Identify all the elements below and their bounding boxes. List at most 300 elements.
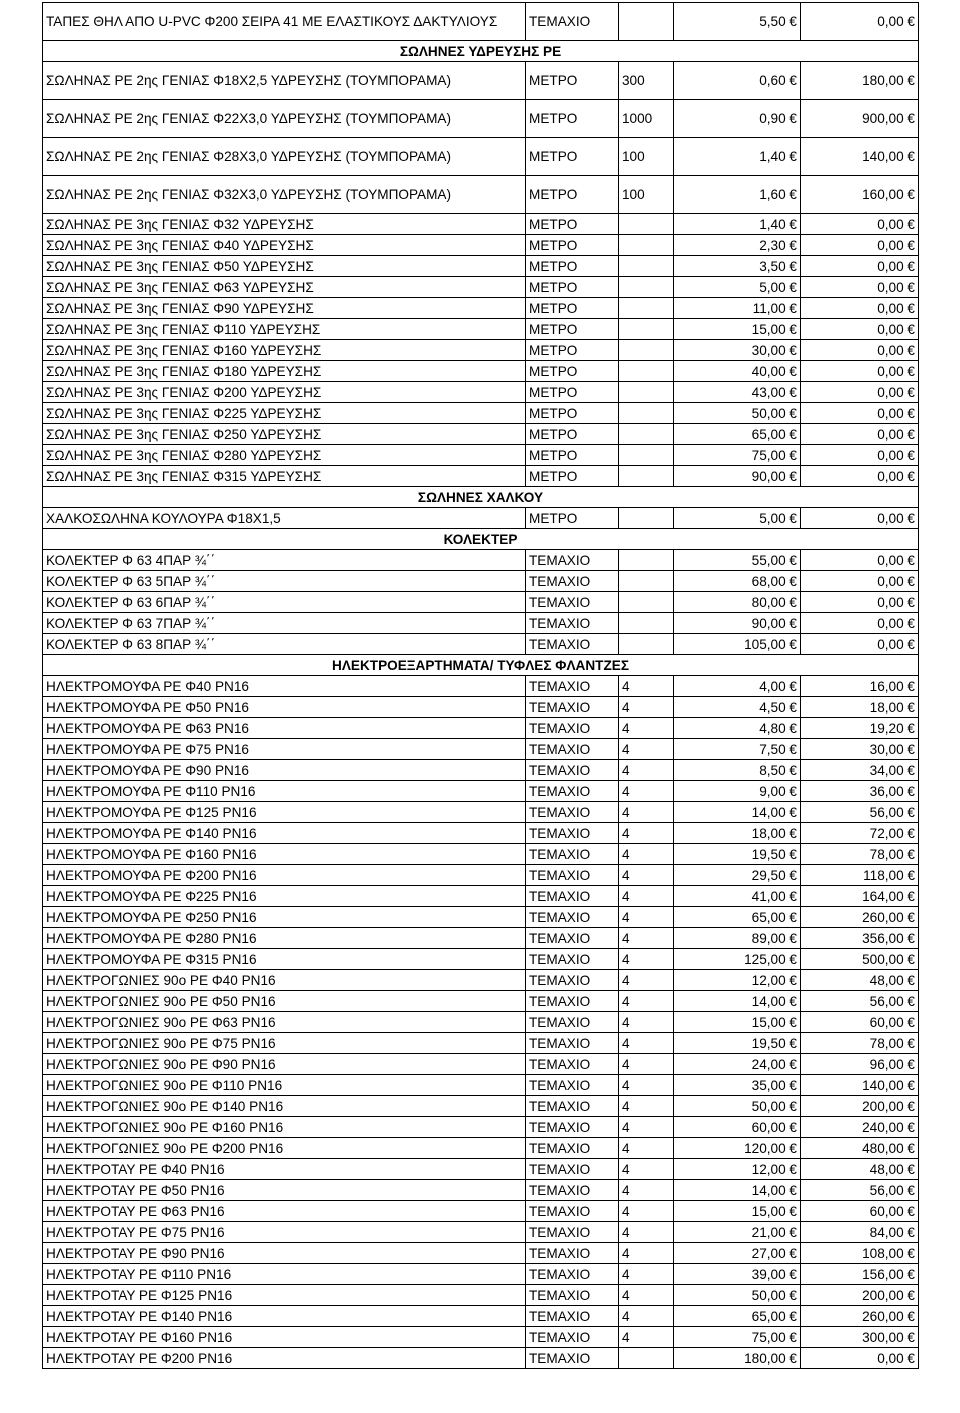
item-quantity — [619, 508, 674, 529]
item-unit-price: 19,50 € — [674, 844, 801, 865]
item-description: ΗΛΕΚΤΡΟΜΟΥΦΑ PE Φ40 PN16 — [43, 676, 526, 697]
item-quantity: 4 — [619, 1096, 674, 1117]
item-unit-price: 15,00 € — [674, 1201, 801, 1222]
table-row — [43, 1138, 919, 1159]
table-row — [43, 1201, 919, 1222]
item-quantity: 4 — [619, 1201, 674, 1222]
table-row — [43, 1264, 919, 1285]
item-total: 140,00 € — [801, 1075, 919, 1096]
section-header-row — [43, 487, 919, 508]
item-description: ΗΛΕΚΤΡΟΤΑΥ PE Φ50 PN16 — [43, 1180, 526, 1201]
item-unit-price: 14,00 € — [674, 1180, 801, 1201]
item-unit-price: 11,00 € — [674, 298, 801, 319]
item-description: ΗΛΕΚΤΡΟΓΩΝΙΕΣ 90ο PE Φ160 PN16 — [43, 1117, 526, 1138]
item-total: 96,00 € — [801, 1054, 919, 1075]
item-unit-price: 15,00 € — [674, 1012, 801, 1033]
table-row — [43, 508, 919, 529]
item-description: ΗΛΕΚΤΡΟΓΩΝΙΕΣ 90ο PE Φ140 PN16 — [43, 1096, 526, 1117]
table-row — [43, 571, 919, 592]
item-description: ΣΩΛΗΝΑΣ PE 3ης ΓΕΝΙΑΣ Φ315 ΥΔΡΕΥΣΗΣ — [43, 466, 526, 487]
item-unit: ΤΕΜΑΧΙΟ — [526, 676, 619, 697]
item-quantity: 4 — [619, 739, 674, 760]
item-unit: ΜΕΤΡΟ — [526, 445, 619, 466]
item-unit-price: 55,00 € — [674, 550, 801, 571]
item-unit: ΤΕΜΑΧΙΟ — [526, 697, 619, 718]
item-description: ΣΩΛΗΝΑΣ PE 3ης ΓΕΝΙΑΣ Φ225 ΥΔΡΕΥΣΗΣ — [43, 403, 526, 424]
table-row — [43, 634, 919, 655]
item-unit-price: 27,00 € — [674, 1243, 801, 1264]
table-row — [43, 1243, 919, 1264]
item-quantity: 4 — [619, 1222, 674, 1243]
table-row — [43, 466, 919, 487]
item-description: ΗΛΕΚΤΡΟΤΑΥ PE Φ160 PN16 — [43, 1327, 526, 1348]
item-total: 16,00 € — [801, 676, 919, 697]
item-quantity: 4 — [619, 928, 674, 949]
item-total: 48,00 € — [801, 970, 919, 991]
item-unit-price: 50,00 € — [674, 403, 801, 424]
item-quantity: 300 — [619, 62, 674, 100]
item-unit-price: 2,30 € — [674, 235, 801, 256]
item-unit-price: 50,00 € — [674, 1096, 801, 1117]
item-unit-price: 75,00 € — [674, 1327, 801, 1348]
item-description: ΣΩΛΗΝΑΣ PE 3ης ΓΕΝΙΑΣ Φ280 ΥΔΡΕΥΣΗΣ — [43, 445, 526, 466]
item-total: 72,00 € — [801, 823, 919, 844]
item-unit-price: 4,50 € — [674, 697, 801, 718]
item-description: ΗΛΕΚΤΡΟΜΟΥΦΑ PE Φ50 PN16 — [43, 697, 526, 718]
item-unit: ΤΕΜΑΧΙΟ — [526, 1180, 619, 1201]
item-unit-price: 50,00 € — [674, 1285, 801, 1306]
item-description: ΣΩΛΗΝΑΣ PE 3ης ΓΕΝΙΑΣ Φ110 ΥΔΡΕΥΣΗΣ — [43, 319, 526, 340]
table-row — [43, 382, 919, 403]
table-row — [43, 424, 919, 445]
table-row — [43, 550, 919, 571]
item-description: ΣΩΛΗΝΑΣ PE 3ης ΓΕΝΙΑΣ Φ90 ΥΔΡΕΥΣΗΣ — [43, 298, 526, 319]
table-row — [43, 823, 919, 844]
item-total: 500,00 € — [801, 949, 919, 970]
item-description: ΣΩΛΗΝΑΣ PE 2ης ΓΕΝΙΑΣ Φ32Χ3,0 ΥΔΡΕΥΣΗΣ (ΤΟΥΜΠΟΡΑΜΑ) — [43, 176, 526, 214]
item-total: 0,00 € — [801, 550, 919, 571]
item-unit: ΤΕΜΑΧΙΟ — [526, 781, 619, 802]
table-row — [43, 138, 919, 176]
item-unit: ΜΕΤΡΟ — [526, 176, 619, 214]
item-total: 78,00 € — [801, 844, 919, 865]
item-unit-price: 5,00 € — [674, 277, 801, 298]
item-total: 108,00 € — [801, 1243, 919, 1264]
item-quantity: 4 — [619, 1327, 674, 1348]
item-unit: ΤΕΜΑΧΙΟ — [526, 1306, 619, 1327]
item-total: 480,00 € — [801, 1138, 919, 1159]
item-total: 156,00 € — [801, 1264, 919, 1285]
table-row — [43, 3, 919, 41]
item-quantity — [619, 550, 674, 571]
item-total: 260,00 € — [801, 1306, 919, 1327]
section-title: ΣΩΛΗΝΕΣ ΥΔΡΕΥΣΗΣ PE — [43, 41, 919, 62]
item-unit: ΤΕΜΑΧΙΟ — [526, 634, 619, 655]
item-total: 34,00 € — [801, 760, 919, 781]
item-quantity: 4 — [619, 1285, 674, 1306]
item-unit: ΤΕΜΑΧΙΟ — [526, 1264, 619, 1285]
item-unit-price: 75,00 € — [674, 445, 801, 466]
section-header-row — [43, 529, 919, 550]
item-total: 0,00 € — [801, 508, 919, 529]
item-unit: ΤΕΜΑΧΙΟ — [526, 1327, 619, 1348]
item-unit-price: 1,60 € — [674, 176, 801, 214]
item-description: ΧΑΛΚΟΣΩΛΗΝΑ ΚΟΥΛΟΥΡΑ Φ18Χ1,5 — [43, 508, 526, 529]
item-unit-price: 89,00 € — [674, 928, 801, 949]
table-row — [43, 739, 919, 760]
item-quantity: 4 — [619, 991, 674, 1012]
table-row — [43, 445, 919, 466]
item-unit: ΤΕΜΑΧΙΟ — [526, 592, 619, 613]
item-description: ΣΩΛΗΝΑΣ PE 2ης ΓΕΝΙΑΣ Φ28Χ3,0 ΥΔΡΕΥΣΗΣ (ΤΟΥΜΠΟΡΑΜΑ) — [43, 138, 526, 176]
table-row — [43, 1306, 919, 1327]
item-description: ΗΛΕΚΤΡΟΜΟΥΦΑ PE Φ90 PN16 — [43, 760, 526, 781]
item-quantity: 4 — [619, 949, 674, 970]
item-unit: ΤΕΜΑΧΙΟ — [526, 823, 619, 844]
item-quantity — [619, 256, 674, 277]
table-row — [43, 676, 919, 697]
item-unit-price: 65,00 € — [674, 424, 801, 445]
item-quantity — [619, 214, 674, 235]
item-total: 0,00 € — [801, 361, 919, 382]
item-description: ΗΛΕΚΤΡΟΤΑΥ PE Φ63 PN16 — [43, 1201, 526, 1222]
item-quantity — [619, 424, 674, 445]
item-unit: ΜΕΤΡΟ — [526, 361, 619, 382]
item-unit-price: 65,00 € — [674, 1306, 801, 1327]
section-title: ΚΟΛΕΚΤΕΡ — [43, 529, 919, 550]
item-unit: ΤΕΜΑΧΙΟ — [526, 1075, 619, 1096]
item-quantity: 4 — [619, 1054, 674, 1075]
item-description: ΚΟΛΕΚΤΕΡ Φ 63 7ΠΑΡ ¾΄΄ — [43, 613, 526, 634]
item-total: 900,00 € — [801, 100, 919, 138]
item-quantity: 100 — [619, 176, 674, 214]
item-quantity: 4 — [619, 1264, 674, 1285]
item-quantity: 4 — [619, 844, 674, 865]
item-unit: ΤΕΜΑΧΙΟ — [526, 1159, 619, 1180]
item-quantity — [619, 361, 674, 382]
item-total: 56,00 € — [801, 991, 919, 1012]
item-unit-price: 18,00 € — [674, 823, 801, 844]
item-quantity — [619, 403, 674, 424]
item-unit: ΤΕΜΑΧΙΟ — [526, 949, 619, 970]
item-unit-price: 65,00 € — [674, 907, 801, 928]
item-unit: ΜΕΤΡΟ — [526, 277, 619, 298]
item-total: 0,00 € — [801, 403, 919, 424]
item-unit: ΤΕΜΑΧΙΟ — [526, 1243, 619, 1264]
table-row — [43, 802, 919, 823]
item-unit: ΤΕΜΑΧΙΟ — [526, 991, 619, 1012]
table-row — [43, 176, 919, 214]
table-row — [43, 949, 919, 970]
item-description: ΗΛΕΚΤΡΟΓΩΝΙΕΣ 90ο PE Φ50 PN16 — [43, 991, 526, 1012]
item-description: ΗΛΕΚΤΡΟΤΑΥ PE Φ125 PN16 — [43, 1285, 526, 1306]
item-unit-price: 12,00 € — [674, 970, 801, 991]
item-unit-price: 29,50 € — [674, 865, 801, 886]
item-description: ΣΩΛΗΝΑΣ PE 2ης ΓΕΝΙΑΣ Φ18Χ2,5 ΥΔΡΕΥΣΗΣ (ΤΟΥΜΠΟΡΑΜΑ) — [43, 62, 526, 100]
item-description: ΗΛΕΚΤΡΟΓΩΝΙΕΣ 90ο PE Φ90 PN16 — [43, 1054, 526, 1075]
item-quantity — [619, 382, 674, 403]
item-unit: ΤΕΜΑΧΙΟ — [526, 571, 619, 592]
table-row — [43, 235, 919, 256]
item-unit: ΤΕΜΑΧΙΟ — [526, 1285, 619, 1306]
item-total: 160,00 € — [801, 176, 919, 214]
item-unit-price: 35,00 € — [674, 1075, 801, 1096]
item-description: ΗΛΕΚΤΡΟΜΟΥΦΑ PE Φ200 PN16 — [43, 865, 526, 886]
table-row — [43, 718, 919, 739]
table-row — [43, 277, 919, 298]
item-description: ΣΩΛΗΝΑΣ PE 2ης ΓΕΝΙΑΣ Φ22Χ3,0 ΥΔΡΕΥΣΗΣ (ΤΟΥΜΠΟΡΑΜΑ) — [43, 100, 526, 138]
table-row — [43, 214, 919, 235]
item-unit: ΜΕΤΡΟ — [526, 100, 619, 138]
table-row — [43, 1180, 919, 1201]
item-description: ΚΟΛΕΚΤΕΡ Φ 63 4ΠΑΡ ¾΄΄ — [43, 550, 526, 571]
item-description: ΗΛΕΚΤΡΟΓΩΝΙΕΣ 90ο PE Φ63 PN16 — [43, 1012, 526, 1033]
item-quantity: 4 — [619, 865, 674, 886]
table-row — [43, 1096, 919, 1117]
item-unit-price: 105,00 € — [674, 634, 801, 655]
item-unit-price: 41,00 € — [674, 886, 801, 907]
item-description: ΗΛΕΚΤΡΟΤΑΥ PE Φ140 PN16 — [43, 1306, 526, 1327]
table-row — [43, 1285, 919, 1306]
item-total: 240,00 € — [801, 1117, 919, 1138]
table-row — [43, 970, 919, 991]
item-total: 0,00 € — [801, 571, 919, 592]
item-description: ΗΛΕΚΤΡΟΜΟΥΦΑ PE Φ75 PN16 — [43, 739, 526, 760]
item-total: 300,00 € — [801, 1327, 919, 1348]
item-unit: ΜΕΤΡΟ — [526, 235, 619, 256]
item-quantity: 4 — [619, 718, 674, 739]
table-row — [43, 613, 919, 634]
item-quantity: 1000 — [619, 100, 674, 138]
item-total: 0,00 € — [801, 3, 919, 41]
item-unit: ΜΕΤΡΟ — [526, 340, 619, 361]
item-quantity: 4 — [619, 697, 674, 718]
table-row — [43, 865, 919, 886]
item-description: ΗΛΕΚΤΡΟΓΩΝΙΕΣ 90ο PE Φ110 PN16 — [43, 1075, 526, 1096]
item-unit-price: 21,00 € — [674, 1222, 801, 1243]
item-unit: ΜΕΤΡΟ — [526, 382, 619, 403]
item-description: ΗΛΕΚΤΡΟΤΑΥ PE Φ90 PN16 — [43, 1243, 526, 1264]
item-description: ΗΛΕΚΤΡΟΤΑΥ PE Φ75 PN16 — [43, 1222, 526, 1243]
item-total: 0,00 € — [801, 277, 919, 298]
item-total: 60,00 € — [801, 1012, 919, 1033]
item-total: 118,00 € — [801, 865, 919, 886]
item-unit: ΤΕΜΑΧΙΟ — [526, 907, 619, 928]
item-unit-price: 43,00 € — [674, 382, 801, 403]
item-total: 260,00 € — [801, 907, 919, 928]
table-row — [43, 298, 919, 319]
item-total: 200,00 € — [801, 1096, 919, 1117]
item-quantity: 4 — [619, 1033, 674, 1054]
item-unit-price: 24,00 € — [674, 1054, 801, 1075]
item-unit-price: 0,90 € — [674, 100, 801, 138]
item-unit: ΜΕΤΡΟ — [526, 62, 619, 100]
item-quantity: 4 — [619, 970, 674, 991]
table-row — [43, 1327, 919, 1348]
item-description: ΚΟΛΕΚΤΕΡ Φ 63 8ΠΑΡ ¾΄΄ — [43, 634, 526, 655]
item-unit: ΜΕΤΡΟ — [526, 466, 619, 487]
item-unit: ΤΕΜΑΧΙΟ — [526, 739, 619, 760]
item-total: 0,00 € — [801, 613, 919, 634]
item-unit: ΤΕΜΑΧΙΟ — [526, 1054, 619, 1075]
table-row — [43, 991, 919, 1012]
item-unit: ΜΕΤΡΟ — [526, 403, 619, 424]
item-description: ΤΑΠΕΣ ΘΗΛ ΑΠΟ U-PVC Φ200 ΣΕΙΡΑ 41 ΜΕ ΕΛΑΣΤΙΚΟΥΣ ΔΑΚΤΥΛΙΟΥΣ — [43, 3, 526, 41]
item-unit-price: 40,00 € — [674, 361, 801, 382]
item-unit-price: 80,00 € — [674, 592, 801, 613]
item-quantity: 4 — [619, 823, 674, 844]
item-quantity — [619, 235, 674, 256]
section-header-row — [43, 655, 919, 676]
table-row — [43, 592, 919, 613]
item-unit-price: 39,00 € — [674, 1264, 801, 1285]
item-description: ΗΛΕΚΤΡΟΓΩΝΙΕΣ 90ο PE Φ75 PN16 — [43, 1033, 526, 1054]
item-unit-price: 3,50 € — [674, 256, 801, 277]
item-quantity — [619, 319, 674, 340]
item-unit-price: 14,00 € — [674, 991, 801, 1012]
item-unit-price: 15,00 € — [674, 319, 801, 340]
item-unit: ΤΕΜΑΧΙΟ — [526, 1201, 619, 1222]
item-total: 0,00 € — [801, 214, 919, 235]
item-description: ΣΩΛΗΝΑΣ PE 3ης ΓΕΝΙΑΣ Φ50 ΥΔΡΕΥΣΗΣ — [43, 256, 526, 277]
item-unit: ΜΕΤΡΟ — [526, 138, 619, 176]
item-total: 36,00 € — [801, 781, 919, 802]
item-unit-price: 68,00 € — [674, 571, 801, 592]
item-description: ΗΛΕΚΤΡΟΜΟΥΦΑ PE Φ110 PN16 — [43, 781, 526, 802]
item-quantity — [619, 340, 674, 361]
table-row — [43, 1033, 919, 1054]
table-row — [43, 907, 919, 928]
item-unit-price: 9,00 € — [674, 781, 801, 802]
item-unit: ΤΕΜΑΧΙΟ — [526, 1222, 619, 1243]
item-quantity: 4 — [619, 1138, 674, 1159]
item-unit: ΤΕΜΑΧΙΟ — [526, 1012, 619, 1033]
item-quantity — [619, 298, 674, 319]
item-total: 30,00 € — [801, 739, 919, 760]
item-description: ΗΛΕΚΤΡΟΜΟΥΦΑ PE Φ140 PN16 — [43, 823, 526, 844]
item-unit-price: 0,60 € — [674, 62, 801, 100]
item-quantity: 4 — [619, 1180, 674, 1201]
item-description: ΚΟΛΕΚΤΕΡ Φ 63 6ΠΑΡ ¾΄΄ — [43, 592, 526, 613]
item-unit: ΜΕΤΡΟ — [526, 508, 619, 529]
item-total: 0,00 € — [801, 382, 919, 403]
item-unit-price: 14,00 € — [674, 802, 801, 823]
table-row — [43, 1075, 919, 1096]
item-description: ΣΩΛΗΝΑΣ PE 3ης ΓΕΝΙΑΣ Φ160 ΥΔΡΕΥΣΗΣ — [43, 340, 526, 361]
item-total: 0,00 € — [801, 319, 919, 340]
item-total: 56,00 € — [801, 802, 919, 823]
item-total: 60,00 € — [801, 1201, 919, 1222]
item-unit-price: 1,40 € — [674, 138, 801, 176]
item-description: ΗΛΕΚΤΡΟΤΑΥ PE Φ110 PN16 — [43, 1264, 526, 1285]
item-total: 0,00 € — [801, 634, 919, 655]
table-row — [43, 844, 919, 865]
item-unit: ΤΕΜΑΧΙΟ — [526, 1348, 619, 1369]
item-unit-price: 7,50 € — [674, 739, 801, 760]
item-total: 56,00 € — [801, 1180, 919, 1201]
item-quantity — [619, 445, 674, 466]
item-unit-price: 19,50 € — [674, 1033, 801, 1054]
item-description: ΗΛΕΚΤΡΟΜΟΥΦΑ PE Φ63 PN16 — [43, 718, 526, 739]
table-row — [43, 100, 919, 138]
item-unit-price: 4,00 € — [674, 676, 801, 697]
item-description: ΗΛΕΚΤΡΟΓΩΝΙΕΣ 90ο PE Φ200 PN16 — [43, 1138, 526, 1159]
item-description: ΣΩΛΗΝΑΣ PE 3ης ΓΕΝΙΑΣ Φ63 ΥΔΡΕΥΣΗΣ — [43, 277, 526, 298]
item-quantity: 4 — [619, 886, 674, 907]
item-quantity: 4 — [619, 907, 674, 928]
item-total: 180,00 € — [801, 62, 919, 100]
item-quantity — [619, 277, 674, 298]
item-total: 164,00 € — [801, 886, 919, 907]
table-row — [43, 886, 919, 907]
table-row — [43, 1348, 919, 1369]
table-row — [43, 760, 919, 781]
item-total: 0,00 € — [801, 466, 919, 487]
table-row — [43, 781, 919, 802]
item-description: ΗΛΕΚΤΡΟΜΟΥΦΑ PE Φ125 PN16 — [43, 802, 526, 823]
table-row — [43, 1054, 919, 1075]
item-unit: ΜΕΤΡΟ — [526, 319, 619, 340]
item-quantity — [619, 466, 674, 487]
item-unit: ΤΕΜΑΧΙΟ — [526, 1033, 619, 1054]
item-unit: ΤΕΜΑΧΙΟ — [526, 844, 619, 865]
item-quantity: 100 — [619, 138, 674, 176]
item-unit: ΜΕΤΡΟ — [526, 424, 619, 445]
item-unit: ΤΕΜΑΧΙΟ — [526, 613, 619, 634]
item-unit-price: 12,00 € — [674, 1159, 801, 1180]
item-quantity: 4 — [619, 1159, 674, 1180]
item-unit: ΤΕΜΑΧΙΟ — [526, 1096, 619, 1117]
item-unit-price: 125,00 € — [674, 949, 801, 970]
section-header-row — [43, 41, 919, 62]
item-unit: ΤΕΜΑΧΙΟ — [526, 865, 619, 886]
item-description: ΗΛΕΚΤΡΟΤΑΥ PE Φ200 PN16 — [43, 1348, 526, 1369]
item-unit-price: 90,00 € — [674, 466, 801, 487]
item-unit-price: 5,50 € — [674, 3, 801, 41]
item-unit: ΤΕΜΑΧΙΟ — [526, 886, 619, 907]
item-description: ΗΛΕΚΤΡΟΜΟΥΦΑ PE Φ315 PN16 — [43, 949, 526, 970]
table-row — [43, 62, 919, 100]
table-row — [43, 1012, 919, 1033]
item-total: 0,00 € — [801, 424, 919, 445]
item-quantity — [619, 571, 674, 592]
item-unit: ΜΕΤΡΟ — [526, 298, 619, 319]
item-unit: ΤΕΜΑΧΙΟ — [526, 718, 619, 739]
item-quantity: 4 — [619, 1075, 674, 1096]
item-total: 0,00 € — [801, 1348, 919, 1369]
item-quantity: 4 — [619, 781, 674, 802]
table-row — [43, 928, 919, 949]
item-unit-price: 5,00 € — [674, 508, 801, 529]
item-description: ΗΛΕΚΤΡΟΤΑΥ PE Φ40 PN16 — [43, 1159, 526, 1180]
item-unit-price: 180,00 € — [674, 1348, 801, 1369]
item-unit: ΜΕΤΡΟ — [526, 214, 619, 235]
section-title: ΗΛΕΚΤΡΟΕΞΑΡΤΗΜΑΤΑ/ ΤΥΦΛΕΣ ΦΛΑΝΤΖΕΣ — [43, 655, 919, 676]
table-row — [43, 340, 919, 361]
item-total: 84,00 € — [801, 1222, 919, 1243]
item-total: 48,00 € — [801, 1159, 919, 1180]
table-row — [43, 403, 919, 424]
item-description: ΣΩΛΗΝΑΣ PE 3ης ΓΕΝΙΑΣ Φ200 ΥΔΡΕΥΣΗΣ — [43, 382, 526, 403]
item-total: 19,20 € — [801, 718, 919, 739]
item-quantity: 4 — [619, 1306, 674, 1327]
item-quantity — [619, 3, 674, 41]
item-description: ΚΟΛΕΚΤΕΡ Φ 63 5ΠΑΡ ¾΄΄ — [43, 571, 526, 592]
item-unit: ΤΕΜΑΧΙΟ — [526, 760, 619, 781]
item-unit: ΤΕΜΑΧΙΟ — [526, 1117, 619, 1138]
item-total: 356,00 € — [801, 928, 919, 949]
price-list-body — [43, 3, 919, 1369]
